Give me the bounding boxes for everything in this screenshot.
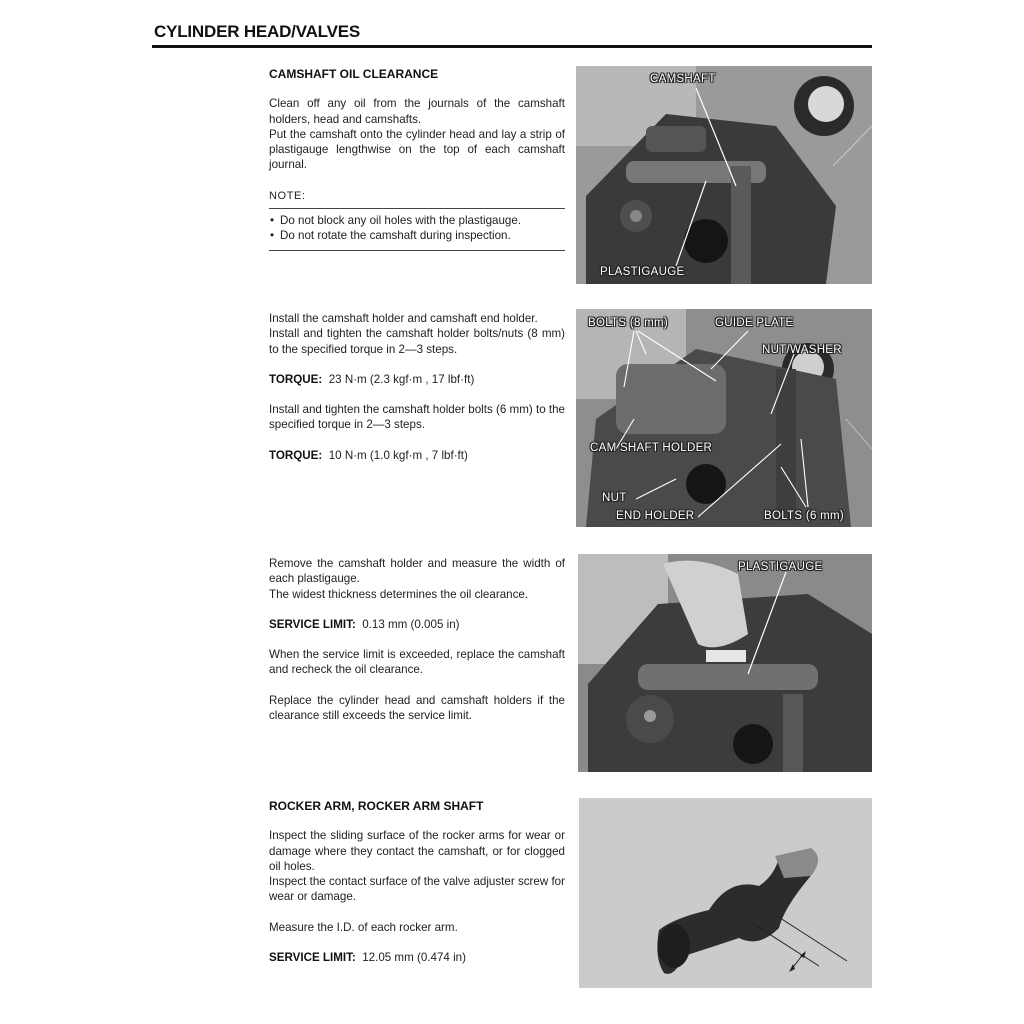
paragraph: When the service limit is exceeded, replace the camshaft and recheck the oil clearance. bbox=[269, 648, 565, 677]
section-measure-plastigauge bbox=[269, 556, 565, 723]
paragraph: Install the camshaft holder and camshaft end holder. bbox=[269, 312, 538, 325]
callout-label: BOLTS (6 mm) bbox=[764, 510, 845, 522]
note-item: • Do not rotate the camshaft during inspection. bbox=[269, 228, 565, 243]
spec-value: 10 N·m (1.0 kgf·m , 7 lbf·ft) bbox=[328, 448, 468, 462]
paragraph: Inspect the sliding surface of the rocker arms for wear or damage where they contact the camshaft, or for clogged oil holes. bbox=[269, 829, 565, 873]
callout-label: PLASTIGAUGE bbox=[600, 266, 685, 278]
page-title: CYLINDER HEAD/VALVES bbox=[154, 22, 361, 41]
section-heading: CAMSHAFT OIL CLEARANCE bbox=[269, 67, 439, 81]
note-list bbox=[269, 209, 565, 251]
section-camshaft-oil-clearance bbox=[269, 67, 565, 251]
callout-label: CAMSHAFT bbox=[650, 73, 716, 85]
spec-label: SERVICE LIMIT: bbox=[269, 617, 356, 631]
paragraph: Install and tighten the camshaft holder bolts/nuts (8 mm) to the specified torque in 2—3 steps. bbox=[269, 327, 565, 356]
note-label: NOTE: bbox=[269, 189, 565, 209]
spec-value: 12.05 mm (0.474 in) bbox=[362, 951, 466, 965]
paragraph: The widest thickness determines the oil clearance. bbox=[269, 587, 529, 601]
section-heading: ROCKER ARM, ROCKER ARM SHAFT bbox=[269, 799, 484, 813]
callout-label: PLASTIGAUGE bbox=[738, 561, 823, 573]
spec-label: TORQUE: bbox=[269, 448, 323, 462]
paragraph: Install and tighten the camshaft holder bolts (6 mm) to the specified torque in 2—3 steps. bbox=[269, 403, 565, 432]
paragraph: Inspect the contact surface of the valve adjuster screw for wear or damage. bbox=[269, 875, 565, 904]
section-install-camshaft-holder bbox=[269, 311, 565, 463]
callout-label: GUIDE PLATE bbox=[715, 317, 794, 329]
service-limit-spec bbox=[269, 950, 565, 965]
paragraph: Remove the camshaft holder and measure the width of each plastigauge. bbox=[269, 557, 565, 586]
section-rocker-arm bbox=[269, 799, 565, 965]
callout-label: NUT/WASHER bbox=[762, 344, 842, 356]
title-rule bbox=[152, 45, 872, 48]
torque-spec-8mm bbox=[269, 372, 565, 387]
spec-label: TORQUE: bbox=[269, 372, 323, 386]
paragraph: Replace the cylinder head and camshaft holders if the clearance still exceeds the service limit. bbox=[269, 693, 565, 723]
engine-photo-icon bbox=[576, 66, 872, 284]
note-item: • Do not block any oil holes with the plastigauge. bbox=[269, 213, 565, 228]
callout-label: BOLTS (8 mm) bbox=[588, 317, 669, 329]
paragraph: Measure the I.D. of each rocker arm. bbox=[269, 920, 458, 934]
rocker-arm-icon bbox=[579, 798, 872, 988]
spec-value: 23 N·m (2.3 kgf·m , 17 lbf·ft) bbox=[328, 372, 475, 386]
figure-camshaft-holder-photo bbox=[576, 309, 872, 527]
figure-camshaft-plastigauge-photo bbox=[576, 66, 872, 284]
spec-value: 0.13 mm (0.005 in) bbox=[362, 617, 460, 631]
paragraph: Put the camshaft onto the cylinder head and lay a strip of plastigauge lengthwise on the top of each camshaft journal. bbox=[269, 127, 565, 172]
callout-label: CAM SHAFT HOLDER bbox=[590, 442, 713, 454]
callout-label: NUT bbox=[602, 492, 627, 504]
torque-spec-6mm bbox=[269, 448, 565, 463]
paragraph: Clean off any oil from the journals of the camshaft holders, head and camshafts. bbox=[269, 97, 565, 126]
engine-photo-icon bbox=[578, 554, 872, 772]
figure-rocker-arm-photo bbox=[579, 798, 872, 988]
figure-plastigauge-measure-photo bbox=[578, 554, 872, 772]
spec-label: SERVICE LIMIT: bbox=[269, 951, 356, 965]
service-limit-spec bbox=[269, 617, 565, 632]
callout-label: END HOLDER bbox=[616, 510, 695, 522]
